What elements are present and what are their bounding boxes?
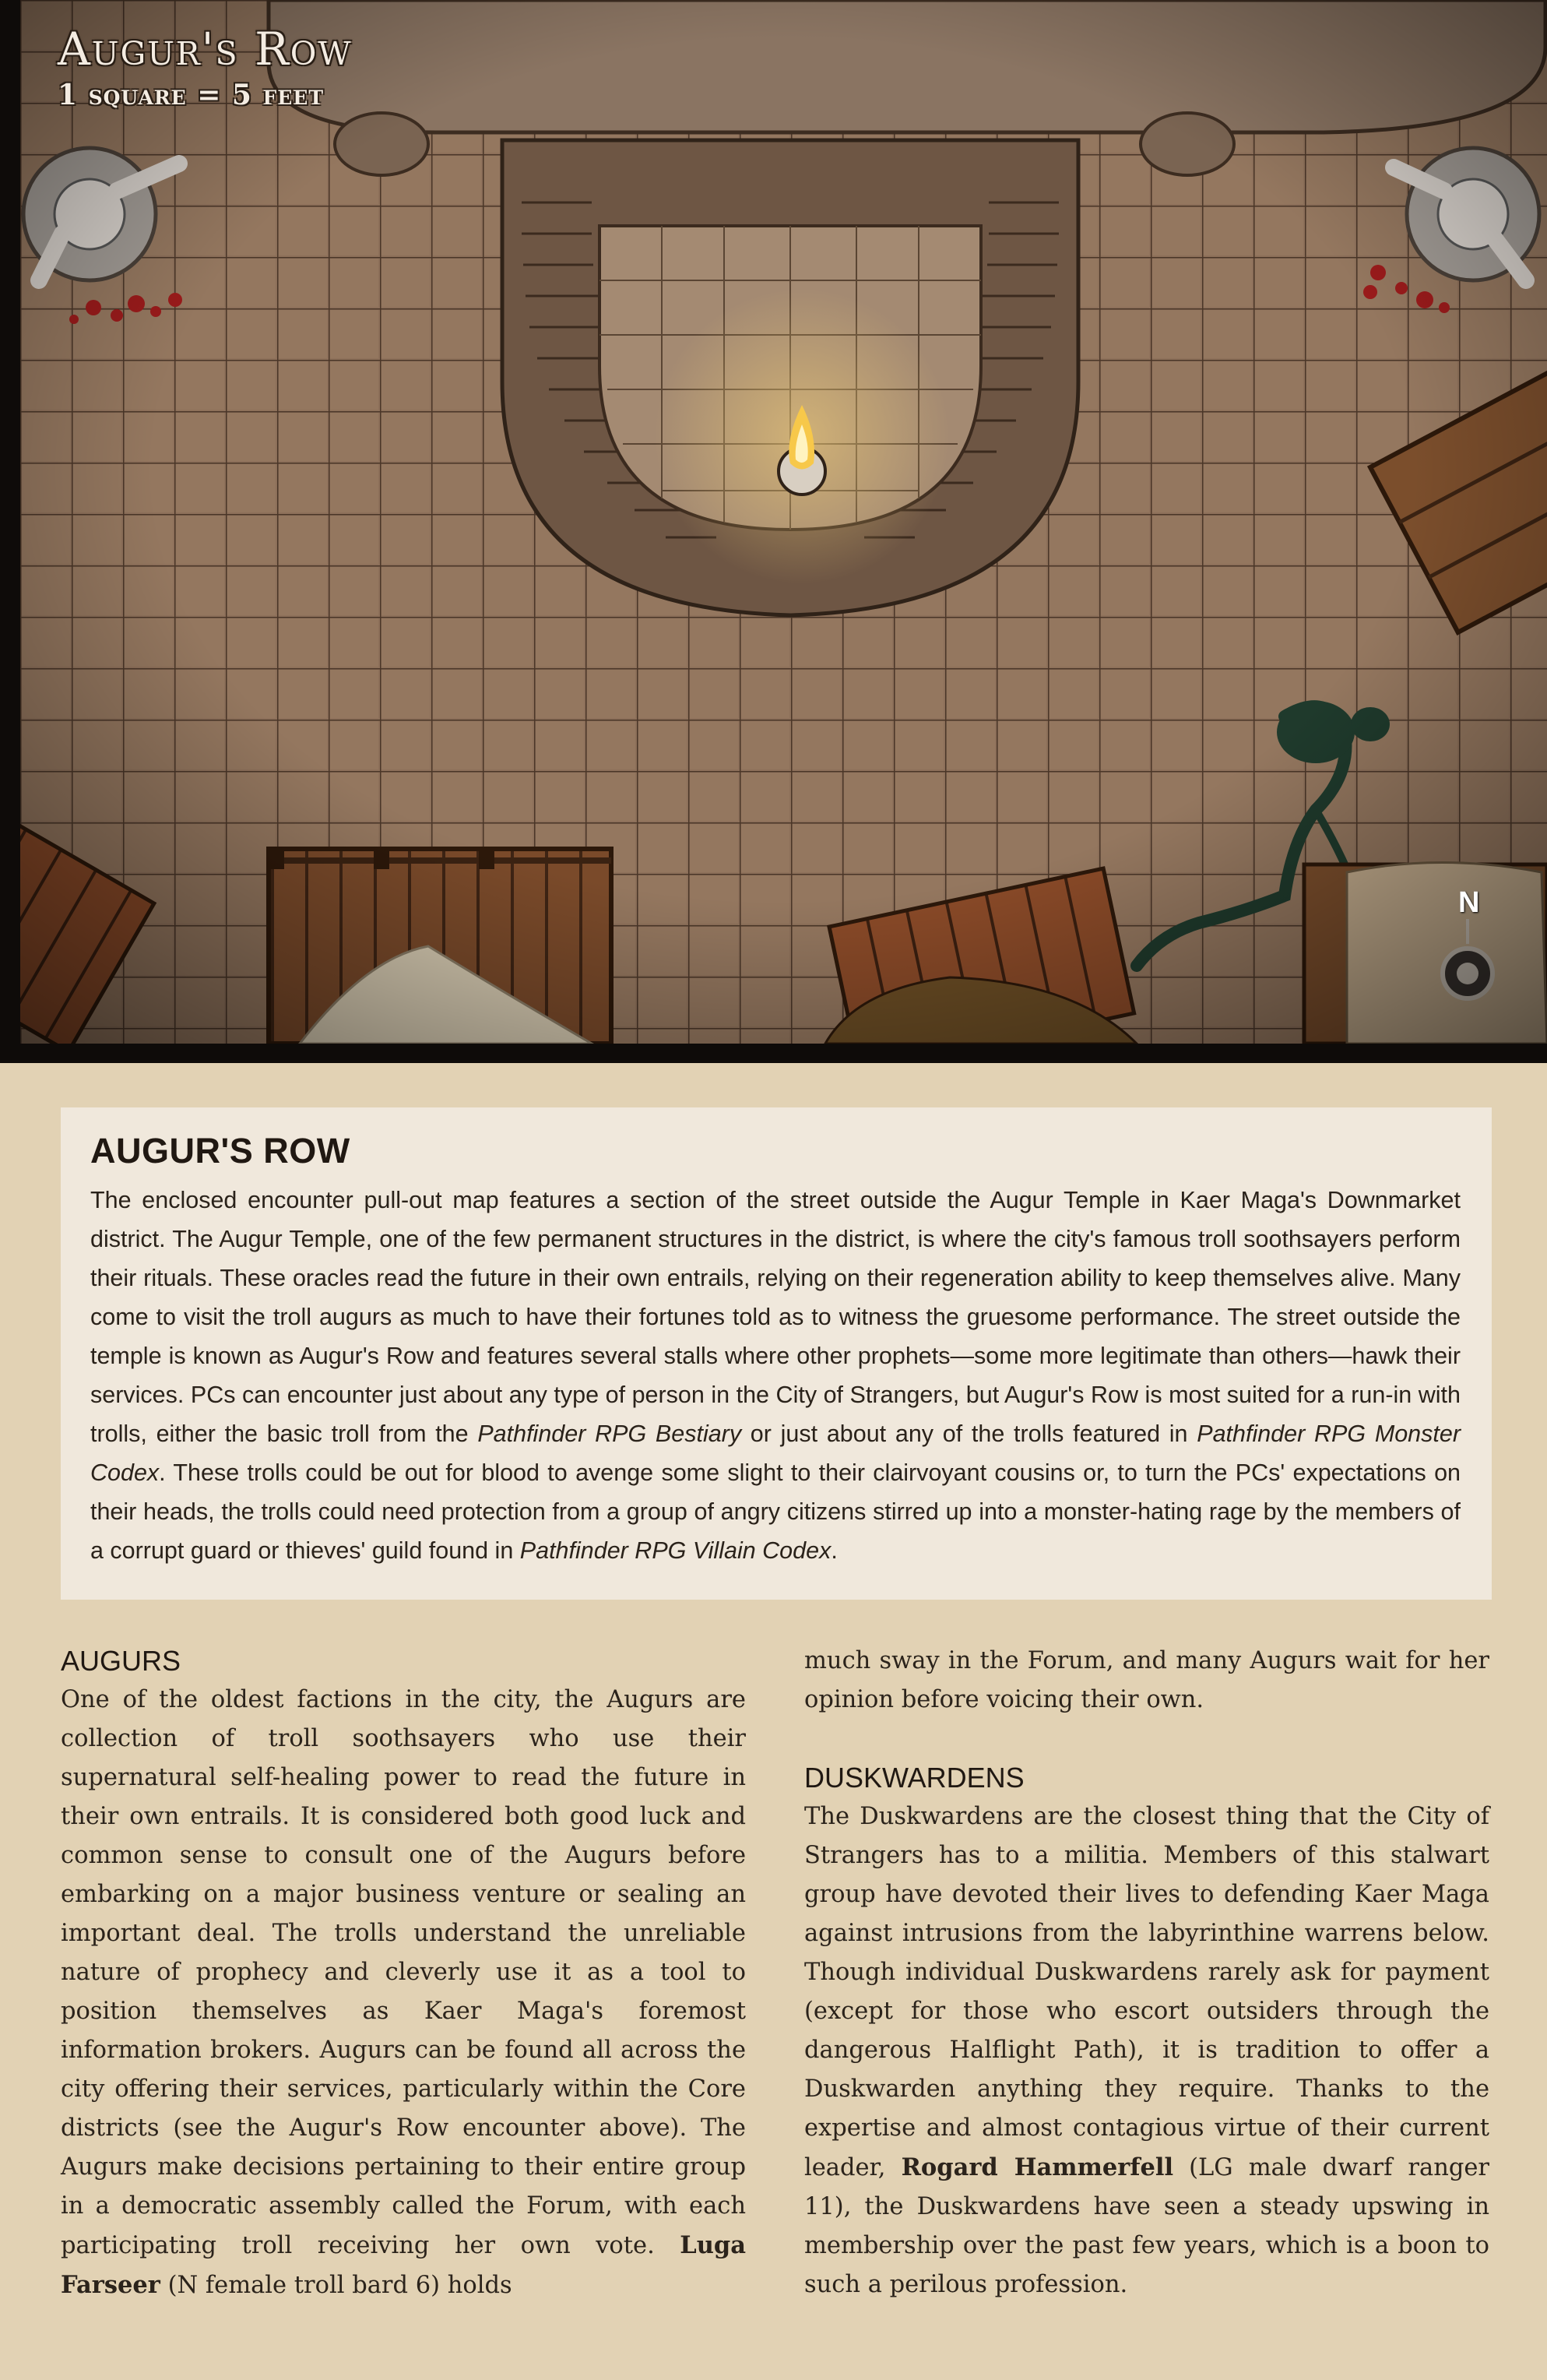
augurs-leader-name: Luga Farseer xyxy=(61,2231,746,2299)
augurs-heading: AUGURS xyxy=(61,1645,181,1677)
sidebar-text-1: The enclosed encounter pull-out map features a section of the street outside the Augur Temple in Kaer Maga's Downmarket district. The Augur Temple, one of the few permanent structures in the district, is where the city's famous troll soothsayers perform their rituals. These oracles read the future in their own entrails, relying on their regeneration ability to keep themselves alive. Many come to visit the troll augurs as much to have their fortunes told as to witness the gruesome performance. The street outside the temple is known as Augur's Row and features several stalls where other prophets—some more legitimate than others—hawk their services. PCs can encounter just about any type of person in the City of Strangers, but Augur's Row is most suited for a run-in with trolls, either the basic troll from the xyxy=(90,1187,1461,1447)
map-title: Augur's Row xyxy=(58,23,353,76)
duskwardens-text-1: The Duskwardens are the closest thing that the City of Strangers has to a militia. Members of this stalwart group have devoted their lives to defending Kaer Maga against intrusions from the labyrinthine warrens below. Though individual Duskwardens rarely ask for payment (except for those who escort outsiders through the dangerous Halflight Path), it is tradition to offer a Duskwarden anything they require. Thanks to the expertise and almost contagious virtue of their current leader, xyxy=(804,1803,1489,2181)
sidebar-text-3: . These trolls could be out for blood to avenge some slight to their clairvoyant cousins or, to turn the PCs' expectations on their heads, the trolls could need protection from a group of angry citizens stirred up into a monster-hating rage by the members of a corrupt guard or thieves' guild found in xyxy=(90,1459,1461,1564)
map-illustration xyxy=(0,0,1547,1063)
sidebar-heading: AUGUR'S ROW xyxy=(90,1131,350,1171)
compass-north-label: N xyxy=(1458,886,1480,919)
augurs-text-1: One of the oldest factions in the city, the Augurs are collection of troll soothsayers who use their supernatural self-healing power to read the future in their own entrails. It is considered both good luck and common sense to consult one of the Augurs before embarking on a major business venture or sealing an important deal. The trolls understand the unreliable nature of prophecy and cleverly use it as a tool to position themselves as Kaer Maga's foremost information brokers. Augurs can be found all across the city offering their services, particularly within the Core districts (see the Augur's Row encounter above). The Augurs make decisions pertaining to their entire group in a democratic assembly called the Forum, with each participating troll receiving her own vote. xyxy=(61,1686,746,2259)
sidebar-book-bestiary: Pathfinder RPG Bestiary xyxy=(477,1421,742,1447)
sidebar-text-2: or just about any of the trolls featured in xyxy=(741,1421,1197,1447)
sidebar-text-4: . xyxy=(831,1537,838,1564)
sidebar-paragraph xyxy=(90,1181,1461,1570)
right-column xyxy=(804,1642,1489,2304)
map-scale: 1 square = 5 feet xyxy=(58,79,324,111)
augurs-continued: much sway in the Forum, and many Augurs wait for her opinion before voicing their own. xyxy=(804,1647,1489,1713)
duskwardens-heading: DUSKWARDENS xyxy=(804,1762,1025,1794)
sidebar-book-villain-codex: Pathfinder RPG Villain Codex xyxy=(519,1537,832,1564)
encounter-map xyxy=(0,0,1547,1063)
augurs-paragraph xyxy=(61,1681,746,2305)
augurs-row-sidebar xyxy=(61,1107,1492,1600)
left-column xyxy=(61,1642,746,2305)
duskwardens-text-2: (LG male dwarf ranger 11), the Duskwardens have seen a steady upswing in membership over the past few years, which is a boon to such a perilous profession. xyxy=(804,2154,1489,2298)
augurs-text-2: (N female troll bard 6) holds xyxy=(160,2272,512,2299)
sidebar-book-monster-codex: Pathfinder RPG Monster Codex xyxy=(90,1421,1461,1486)
duskwardens-paragraph xyxy=(804,1797,1489,2304)
duskwardens-leader-name: Rogard Hammerfell xyxy=(901,2153,1174,2181)
